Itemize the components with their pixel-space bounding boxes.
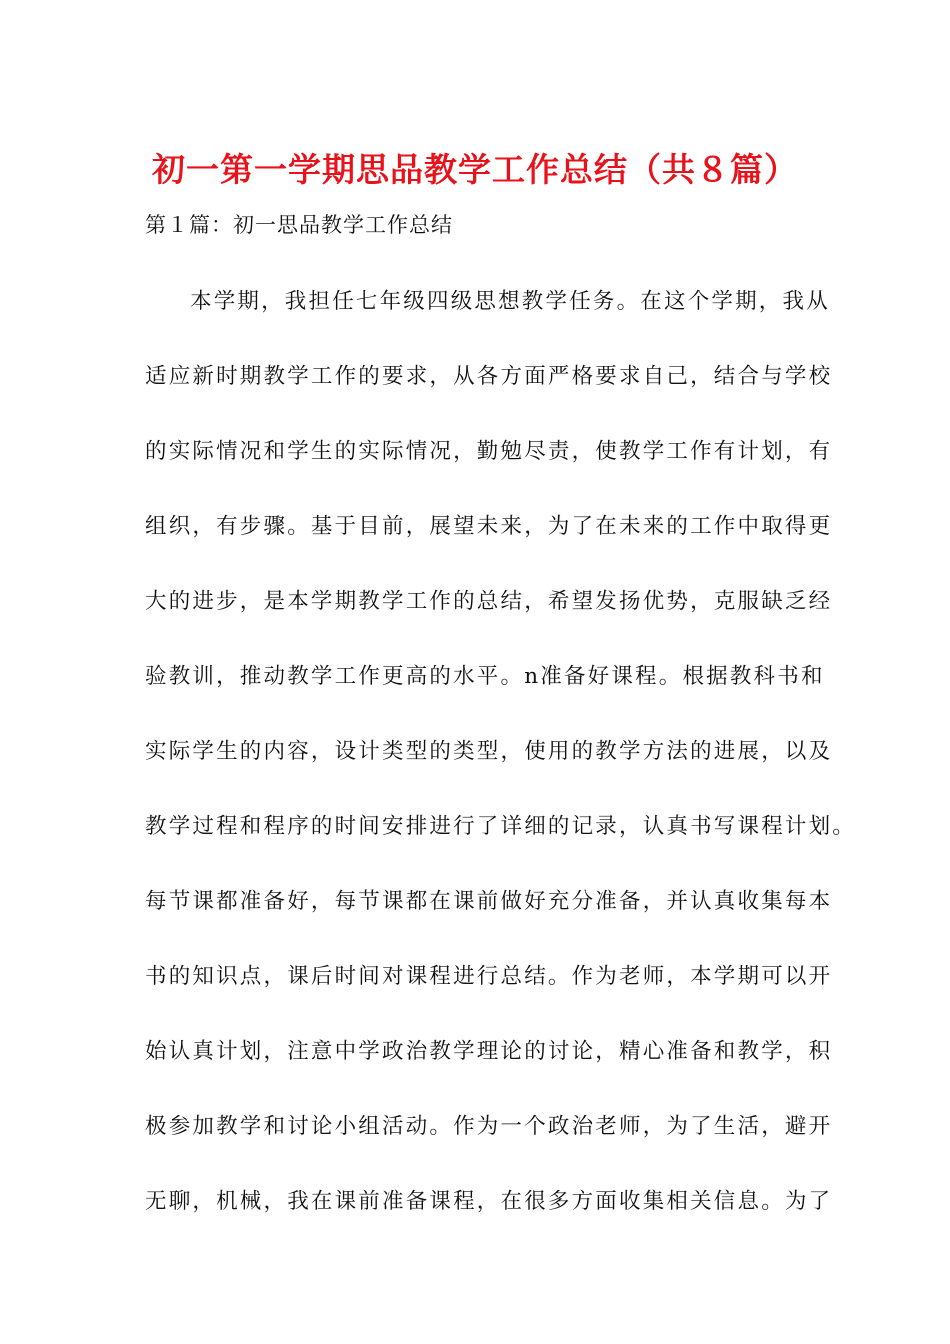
chapter-heading: 第１篇：初一思品教学工作总结: [145, 213, 453, 237]
body-line: 教学过程和程序的时间安排进行了详细的记录，认真书写课程计划。: [145, 814, 857, 839]
body-line: 极参加教学和讨论小组活动。作为一个政治老师，为了生活，避开: [145, 1114, 833, 1139]
body-line: 大的进步，是本学期教学工作的总结，希望发扬优势，克服缺乏经: [145, 589, 833, 614]
body-line: 的实际情况和学生的实际情况，勤勉尽责，使教学工作有计划，有: [145, 439, 833, 464]
body-line: 书的知识点，课后时间对课程进行总结。作为老师，本学期可以开: [145, 964, 833, 989]
body-text: [145, 285, 857, 1260]
body-line: 始认真计划，注意中学政治教学理论的讨论，精心准备和教学，积: [145, 1039, 833, 1064]
body-line: 无聊，机械，我在课前准备课程，在很多方面收集相关信息。为了: [145, 1189, 833, 1214]
body-line: 组织，有步骤。基于目前，展望未来，为了在未来的工作中取得更: [145, 514, 833, 539]
body-line: 每节课都准备好，每节课都在课前做好充分准备，并认真收集每本: [145, 889, 833, 914]
document-title: 初一第一学期思品教学工作总结（共８篇）: [152, 150, 798, 189]
body-line: 本学期，我担任七年级四级思想教学任务。在这个学期，我从: [190, 289, 830, 314]
body-line: 验教训，推动教学工作更高的水平。n准备好课程。根据教科书和: [145, 664, 825, 689]
body-line: 适应新时期教学工作的要求，从各方面严格要求自己，结合与学校: [145, 364, 833, 389]
body-line: 实际学生的内容，设计类型的类型，使用的教学方法的进展，以及: [145, 739, 833, 764]
